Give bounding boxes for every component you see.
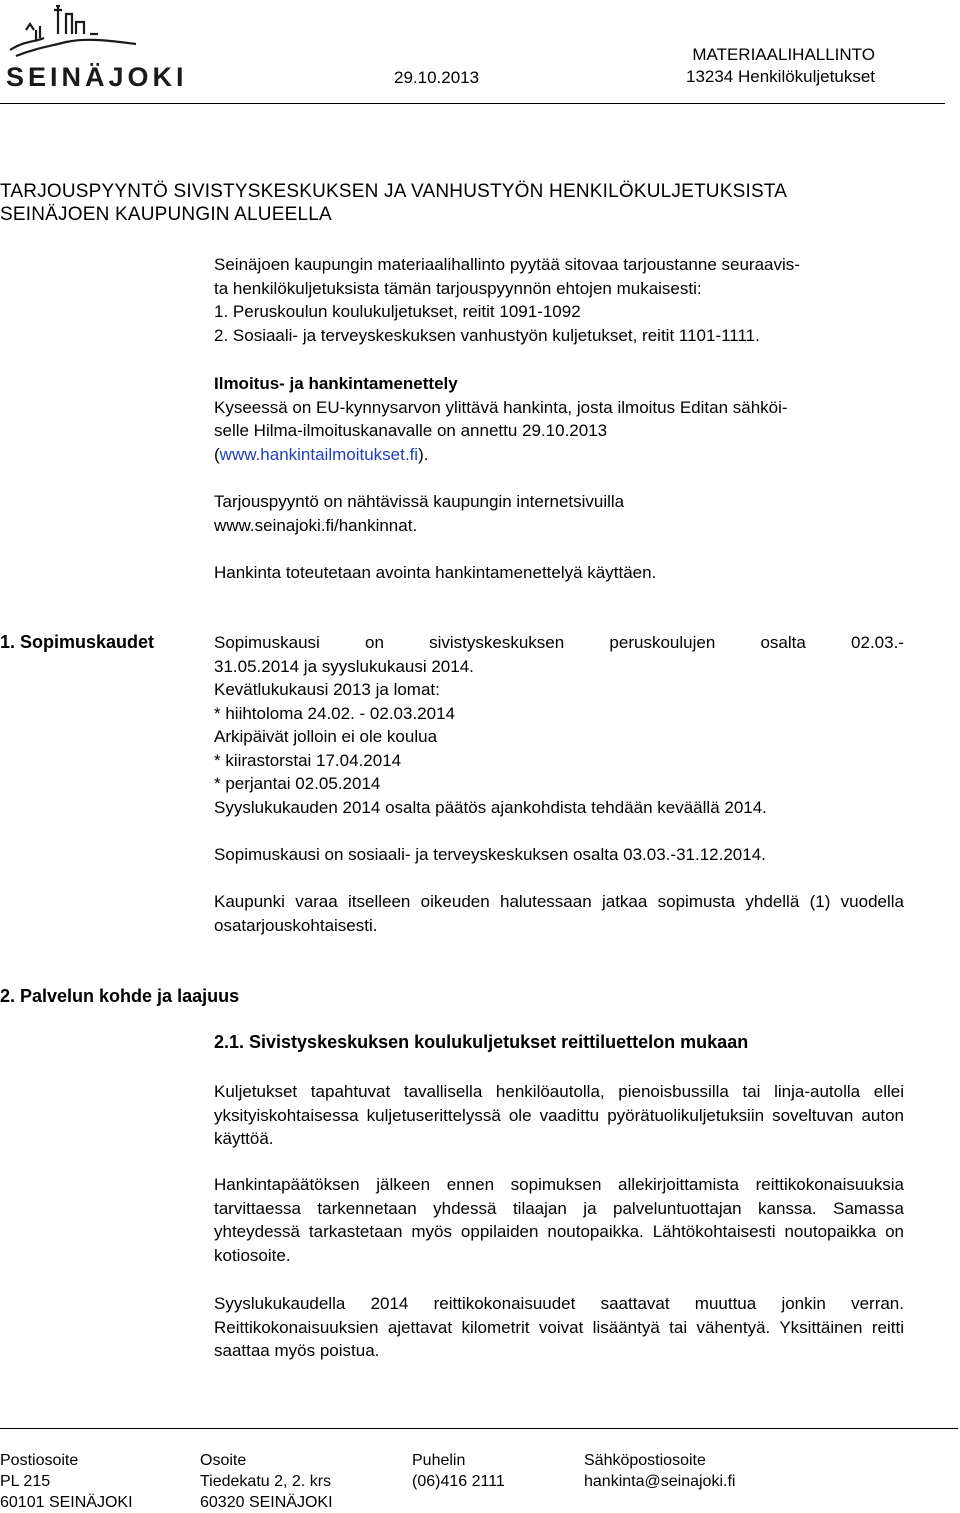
link-close-paren: ). [418, 444, 429, 464]
footer-phone-label: Puhelin [412, 1452, 466, 1469]
footer-email-address[interactable]: hankinta@seinajoki.fi [584, 1473, 736, 1490]
contract-line: Kevätlukukausi 2013 ja lomat: [214, 680, 440, 699]
section-2-para-2: Hankintapäätöksen jälkeen ennen sopimuksen allekirjoittamista reittikokonaisuuksia tarvittaessa tarkennetaan yhdessä tilaajan ja palveluntuottajan kanssa. Samassa yhteydessä tarkastetaan myös oppilaiden noutopaikka. Lähtökohtaisesti noutopaikka on kotiosoite. [214, 1175, 904, 1265]
web-line-2: www.seinajoki.fi/hankinnat. [214, 515, 418, 535]
contract-line: * kiirastorstai 17.04.2014 [214, 750, 402, 770]
footer-street [200, 1450, 333, 1513]
footer-street-line-1: Tiedekatu 2, 2. krs [200, 1473, 332, 1490]
intro-line-2: ta henkilökuljetuksista tämän tarjouspyynnön ehtojen mukaisesti: [214, 278, 702, 298]
document-date: 29.10.2013 [394, 68, 480, 87]
intro-block [214, 253, 904, 347]
notice-heading: Ilmoitus- ja hankintamenettely [214, 374, 458, 393]
seinajoki-logo [6, 0, 188, 100]
contract-line: Arkipäivät jolloin ei ole koulua [214, 727, 438, 746]
document-reference: 13234 Henkilökuljetukset [685, 67, 875, 86]
header-right [675, 44, 875, 88]
web-line-1: Tarjouspyyntö on nähtävissä kaupungin internetsivuilla [214, 492, 625, 511]
word: peruskoulujen [609, 633, 716, 652]
word: 02.03.- [851, 633, 904, 652]
header-divider [0, 103, 945, 104]
section-2-1-heading: 2.1. Sivistyskeskuksen koulukuljetukset reittiluettelon mukaan [214, 1032, 749, 1052]
title-line-2: SEINÄJOEN KAUPUNGIN ALUEELLA [0, 204, 332, 225]
notice-line-2: selle Hilma-ilmoituskanavalle on annettu 29.10.2013 [214, 421, 608, 440]
link-open-paren: ( [214, 444, 220, 464]
contract-line: Syyslukukauden 2014 osalta päätös ajankohdista tehdään keväällä 2014. [214, 797, 767, 817]
contract-first-line [214, 631, 904, 655]
section-2-para-3: Syyslukukaudella 2014 reittikokonaisuudet saattavat muuttua jonkin verran. Reittikokonaisuuksien ajettavat kilometrit voivat lisääntyä tai vähentyä. Yksittäinen reitti saattaa myös poistua. [214, 1294, 904, 1360]
section-2-heading: 2. Palvelun kohde ja laajuus [0, 986, 240, 1006]
logo-wordmark: SEINÄJOKI [6, 62, 188, 92]
footer-postal [0, 1450, 133, 1513]
footer-postal-line-1: PL 215 [0, 1473, 51, 1490]
footer-email [584, 1450, 735, 1492]
word: on [365, 633, 384, 652]
word: osalta [760, 633, 806, 652]
word: Sopimuskausi [214, 633, 320, 652]
social-contract-period: Sopimuskausi on sosiaali- ja terveyskeskuksen osalta 03.03.-31.12.2014. [214, 845, 766, 864]
footer-postal-line-2: 60101 SEINÄJOKI [0, 1494, 133, 1511]
footer-street-line-2: 60320 SEINÄJOKI [200, 1494, 333, 1511]
intro-line-1: Seinäjoen kaupungin materiaalihallinto pyytää sitovaa tarjoustanne seuraavis- [214, 255, 800, 274]
contract-line: * perjantai 02.05.2014 [214, 774, 381, 793]
title-line-1: TARJOUSPYYNTÖ SIVISTYSKESKUKSEN JA VANHUSTYÖN HENKILÖKULJETUKSISTA [0, 181, 788, 202]
footer-divider [0, 1428, 958, 1429]
footer-phone [412, 1450, 505, 1492]
document-title [0, 180, 787, 226]
footer-street-label: Osoite [200, 1452, 247, 1469]
section-2-para-1: Kuljetukset tapahtuvat tavallisella henkilöautolla, pienoisbussilla tai linja-autolla ellei yksityiskohtaisessa kuljetuserittelyssä ole vaadittu pyörätuolikuljetuksiin soveltuvan auton käyttöä. [214, 1082, 904, 1148]
city-skyline-icon [6, 0, 166, 62]
notice-line-1: Kyseessä on EU-kynnysarvon ylittävä hankinta, josta ilmoitus Editan sähköi- [214, 397, 788, 417]
footer-email-label: Sähköpostiosoite [584, 1452, 706, 1469]
hilma-link[interactable]: www.hankintailmoitukset.fi [219, 444, 419, 464]
procedure-line: Hankinta toteutetaan avointa hankintamenettelyä käyttäen. [214, 563, 657, 582]
footer-phone-number[interactable]: (06)416 2111 [412, 1473, 505, 1490]
section-1-heading: 1. Sopimuskaudet [0, 632, 155, 652]
intro-item-1: 1. Peruskoulun koulukuljetukset, reitit 1091-1092 [214, 302, 581, 321]
web-info [214, 490, 904, 537]
section-1-body [214, 631, 904, 819]
department-name: MATERIAALIHALLINTO [692, 45, 875, 64]
contract-line: 31.05.2014 ja syyslukukausi 2014. [214, 656, 474, 676]
contract-line: * hiihtoloma 24.02. - 02.03.2014 [214, 703, 456, 723]
word: sivistyskeskuksen [429, 633, 565, 652]
intro-item-2: 2. Sosiaali- ja terveyskeskuksen vanhustyön kuljetukset, reitit 1101-1111. [214, 325, 760, 345]
extension-option: Kaupunki varaa itselleen oikeuden halutessaan jatkaa sopimusta yhdellä (1) vuodella osatarjouskohtaisesti. [214, 892, 904, 935]
notice-block [214, 372, 904, 466]
footer-postal-label: Postiosoite [0, 1452, 79, 1469]
notice-link-line [214, 443, 904, 467]
